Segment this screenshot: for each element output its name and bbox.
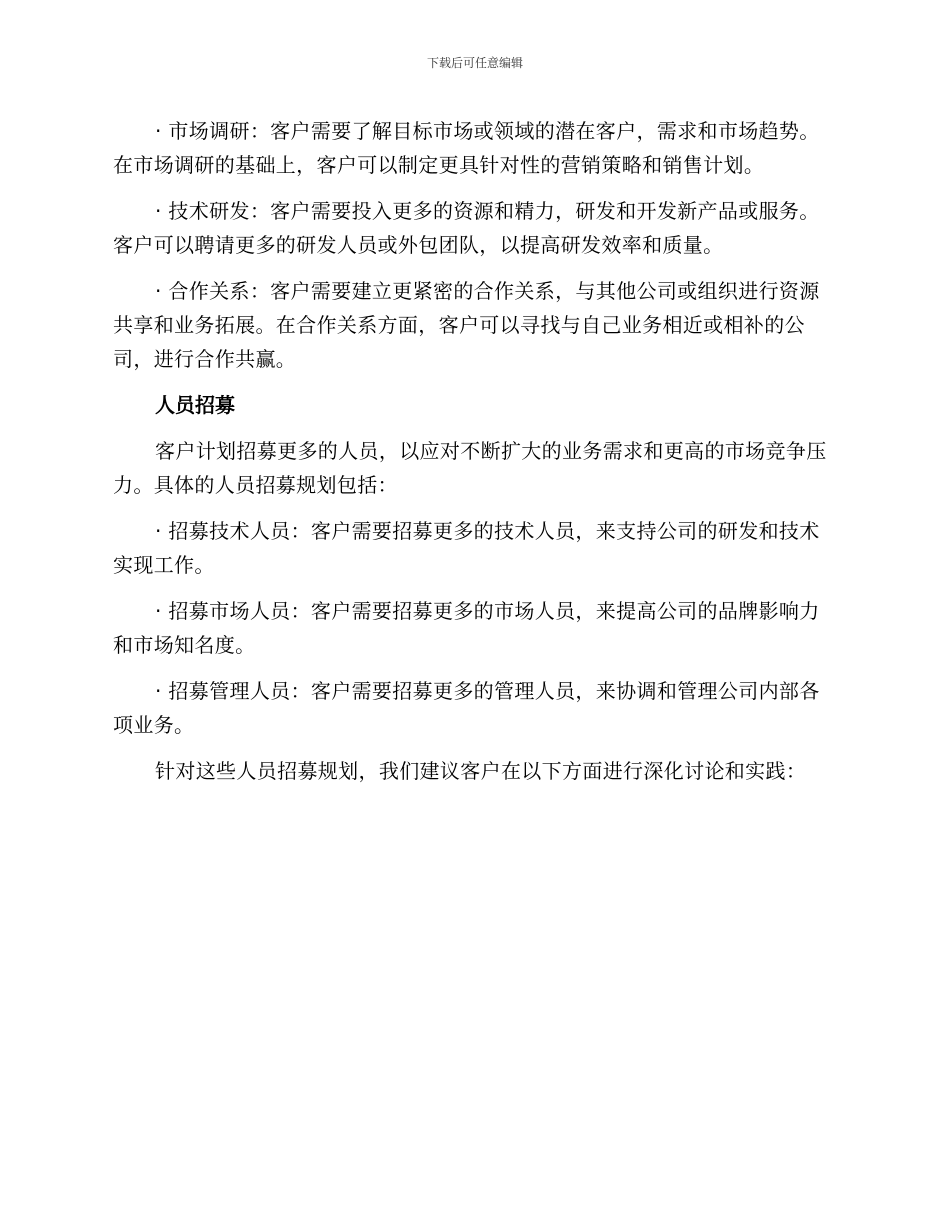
bullet-partnership: · 合作关系：客户需要建立更紧密的合作关系，与其他公司或组织进行资源共享和业务拓展。在合作关系方面，客户可以寻找与自己业务相近或相补的公司，进行合作共赢。 bbox=[113, 279, 820, 371]
recruitment-intro-paragraph: 客户计划招募更多的人员，以应对不断扩大的业务需求和更高的市场竞争压力。具体的人员招募规划包括： bbox=[113, 439, 827, 497]
document-body bbox=[113, 114, 835, 800]
section-heading-recruitment: 人员招募 bbox=[155, 393, 235, 417]
bullet-recruit-tech: · 招募技术人员：客户需要招募更多的技术人员，来支持公司的研发和技术实现工作。 bbox=[113, 519, 820, 577]
bullet-recruit-management: · 招募管理人员：客户需要招募更多的管理人员，来协调和管理公司内部各项业务。 bbox=[113, 679, 820, 737]
bullet-market-research: · 市场调研：客户需要了解目标市场或领域的潜在客户，需求和市场趋势。在市场调研的基础上，客户可以制定更具针对性的营销策略和销售计划。 bbox=[113, 119, 820, 177]
bullet-tech-rd: · 技术研发：客户需要投入更多的资源和精力，研发和开发新产品或服务。客户可以聘请更多的研发人员或外包团队，以提高研发效率和质量。 bbox=[113, 199, 820, 257]
page-header: 下载后可任意编辑 bbox=[426, 56, 523, 70]
recommendation-paragraph: 针对这些人员招募规划，我们建议客户在以下方面进行深化讨论和实践： bbox=[155, 759, 807, 783]
bullet-recruit-marketing: · 招募市场人员：客户需要招募更多的市场人员，来提高公司的品牌影响力和市场知名度。 bbox=[113, 599, 820, 657]
